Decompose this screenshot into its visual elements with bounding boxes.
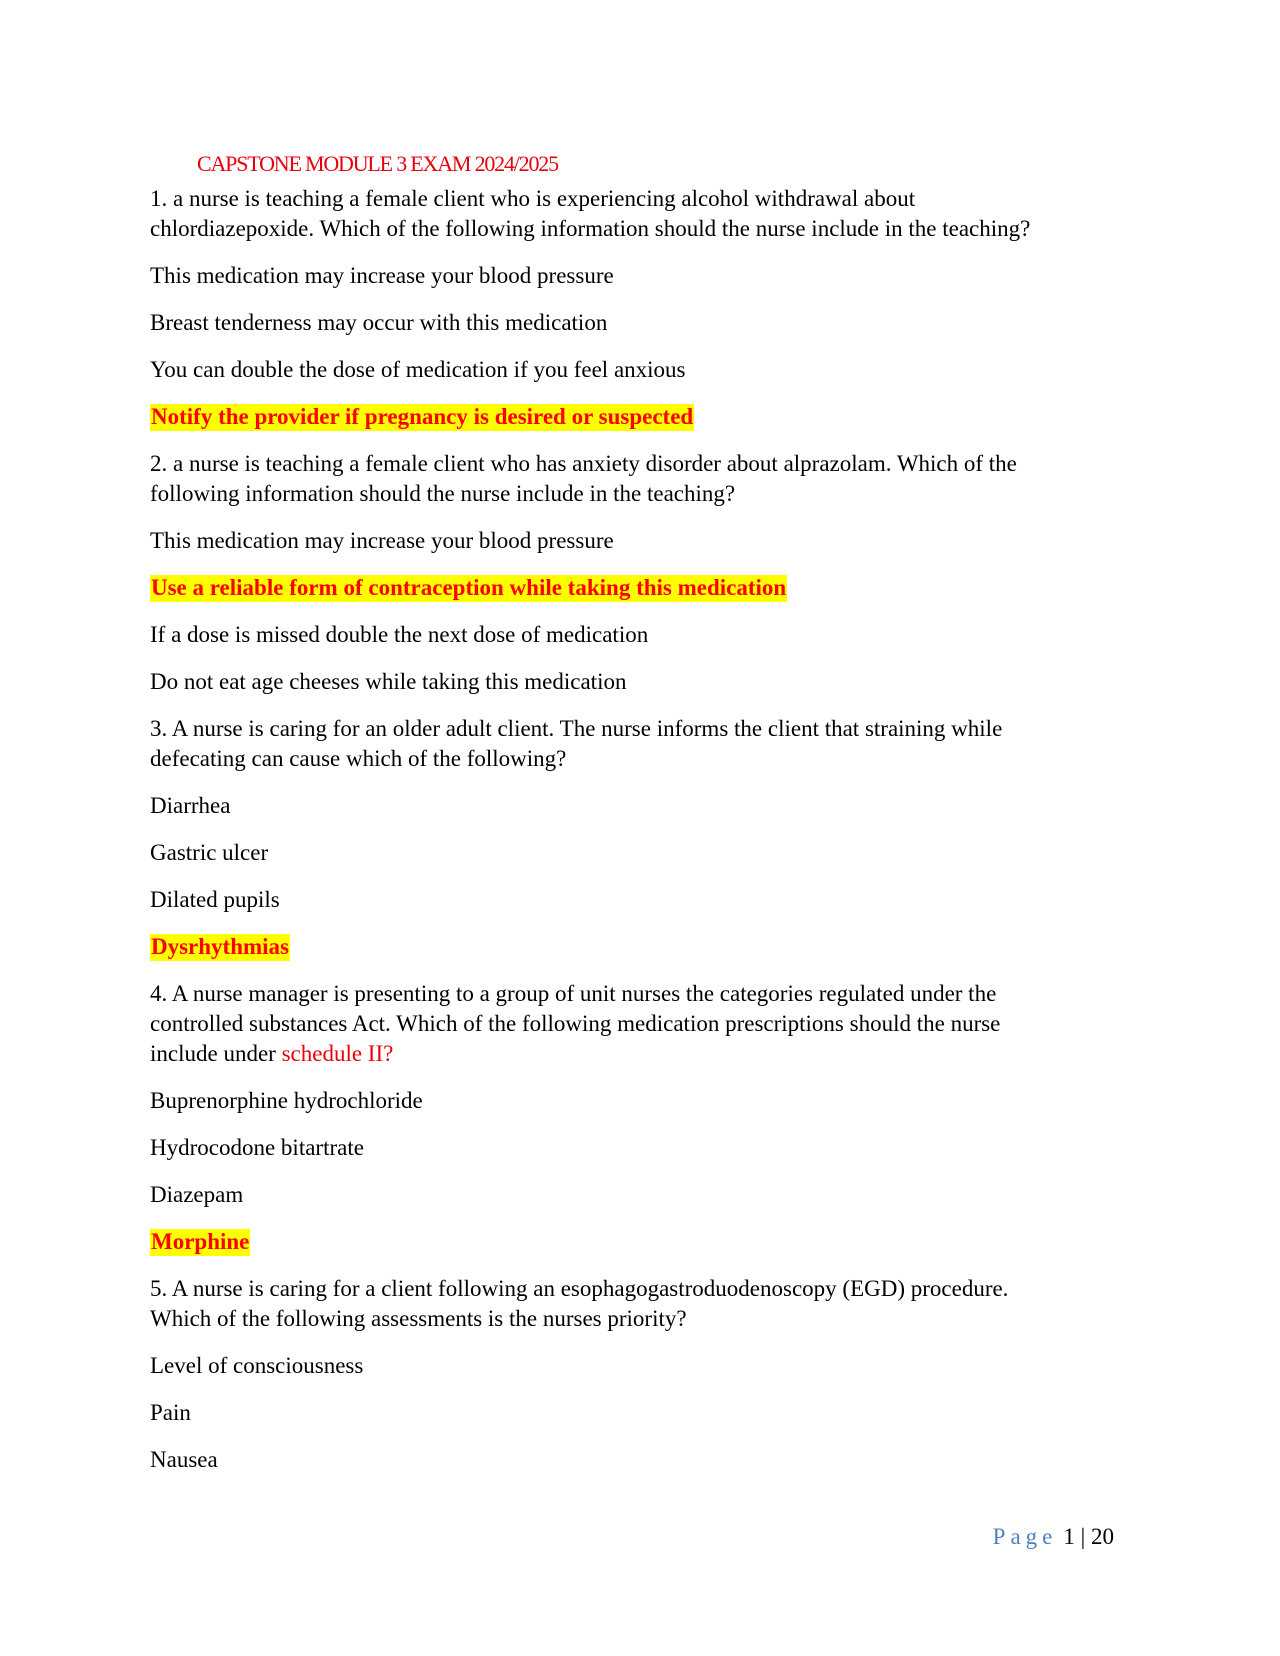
question-2-option-d: Do not eat age cheeses while taking this medication <box>150 669 627 694</box>
page-number: 1 | 20 <box>1063 1524 1114 1549</box>
question-4-correct-answer: Morphine <box>151 1229 250 1254</box>
question-3-correct-answer: Dysrhythmias <box>151 934 290 959</box>
question-1-text-line-2: chlordiazepoxide. Which of the following information should the nurse include in the teaching? <box>150 216 1031 241</box>
question-3-option-c: Dilated pupils <box>150 887 280 912</box>
question-4-option-b: Hydrocodone bitartrate <box>150 1135 364 1160</box>
question-1-option-b: Breast tenderness may occur with this medication <box>150 310 608 335</box>
question-3-option-b: Gastric ulcer <box>150 840 269 865</box>
question-4-text-line-1: 4. A nurse manager is presenting to a group of unit nurses the categories regulated under the <box>150 981 997 1006</box>
question-1-answer-row <box>150 401 694 432</box>
question-2-option-c: If a dose is missed double the next dose of medication <box>150 622 649 647</box>
page-footer <box>993 1522 1114 1552</box>
schedule-highlight: schedule II? <box>281 1041 394 1066</box>
question-5-option-c: Nausea <box>150 1447 218 1472</box>
question-4-answer-row <box>150 1226 250 1257</box>
page-label: Page <box>992 1524 1058 1549</box>
question-1-text-line-1: 1. a nurse is teaching a female client who is experiencing alcohol withdrawal about <box>150 186 916 211</box>
question-2-text-line-2: following information should the nurse include in the teaching? <box>150 481 736 506</box>
question-3-option-a: Diarrhea <box>150 793 231 818</box>
question-5-text-line-2: Which of the following assessments is the nurses priority? <box>150 1306 687 1331</box>
question-4-text-line-3 <box>150 1038 393 1069</box>
question-5-option-b: Pain <box>150 1400 191 1425</box>
question-2-answer-row <box>150 572 787 603</box>
question-4-option-c: Diazepam <box>150 1182 244 1207</box>
question-4-option-a: Buprenorphine hydrochloride <box>150 1088 423 1113</box>
question-3-text-line-2: defecating can cause which of the following? <box>150 746 567 771</box>
question-1-option-c: You can double the dose of medication if you feel anxious <box>150 357 686 382</box>
question-1-option-a: This medication may increase your blood pressure <box>150 263 614 288</box>
question-5-text-line-1: 5. A nurse is caring for a client following an esophagogastroduodenoscopy (EGD) procedure. <box>150 1276 1009 1301</box>
question-2-correct-answer: Use a reliable form of contraception while taking this medication <box>151 575 787 600</box>
question-3-text-line-1: 3. A nurse is caring for an older adult client. The nurse informs the client that straining while <box>150 716 1003 741</box>
question-2-text-line-1: 2. a nurse is teaching a female client who has anxiety disorder about alprazolam. Which of the <box>150 451 1017 476</box>
question-4-text-line-3-prefix: include under <box>150 1041 282 1066</box>
question-4-text-line-2: controlled substances Act. Which of the following medication prescriptions should the nurse <box>150 1011 1001 1036</box>
question-3-answer-row <box>150 931 290 962</box>
question-2-option-a: This medication may increase your blood pressure <box>150 528 614 553</box>
document-title: CAPSTONE MODULE 3 EXAM 2024/2025 <box>197 151 558 176</box>
question-1-correct-answer: Notify the provider if pregnancy is desired or suspected <box>151 404 694 429</box>
question-5-option-a: Level of consciousness <box>150 1353 364 1378</box>
